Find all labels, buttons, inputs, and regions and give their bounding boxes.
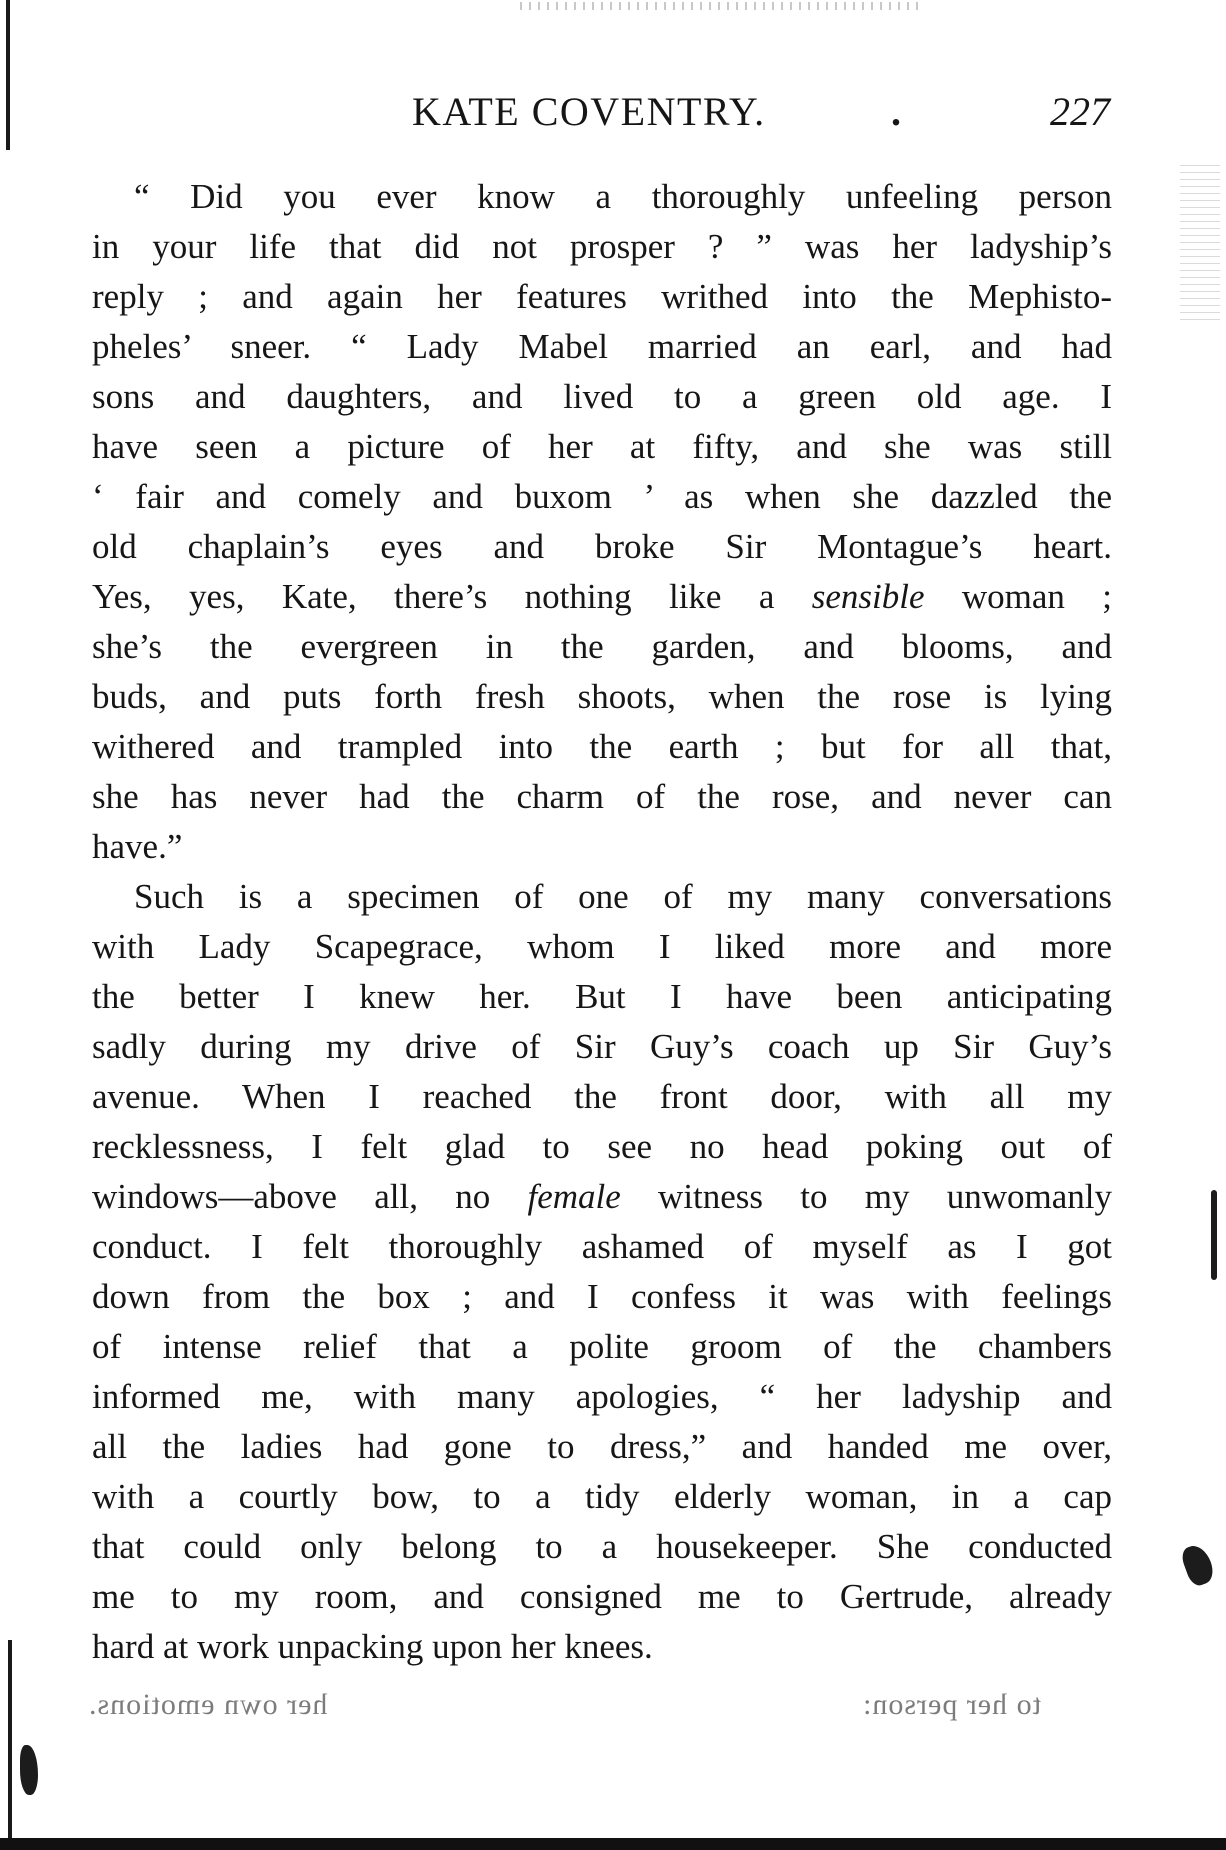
text-line: reply ; and again her features writhed into the Mephisto- xyxy=(92,277,1112,316)
scan-edge-bottom xyxy=(0,1838,1226,1850)
text-line xyxy=(92,572,1112,622)
text-line: sadly during my drive of Sir Guy’s coach up Sir Guy’s xyxy=(92,1027,1112,1066)
text-line: sons and daughters, and lived to a green old age. I xyxy=(92,377,1112,416)
text-line: withered and trampled into the earth ; but for all that, xyxy=(92,727,1112,766)
text-segment: woman ; xyxy=(961,577,1113,616)
text-segment: witness to my unwomanly xyxy=(658,1177,1113,1216)
scan-edge-left-bottom xyxy=(8,1640,12,1850)
text-line: with Lady Scapegrace, whom I liked more and more xyxy=(92,927,1112,966)
ink-blot-right xyxy=(1179,1542,1217,1588)
running-head-dot: . xyxy=(891,89,901,134)
text-line: of intense relief that a polite groom of the chambers xyxy=(92,1327,1112,1366)
running-title: KATE COVENTRY. xyxy=(412,89,766,134)
text-line: have.” xyxy=(92,827,183,866)
text-line: recklessness, I felt glad to see no head poking out of xyxy=(92,1127,1112,1166)
text-line: avenue. When I reached the front door, with all my xyxy=(92,1077,1112,1116)
text-line: the better I knew her. But I have been anticipating xyxy=(92,977,1112,1016)
scan-speckle-top xyxy=(520,2,920,10)
text-line: with a courtly bow, to a tidy elderly woman, in a cap xyxy=(92,1477,1112,1516)
italic-word: female xyxy=(527,1177,621,1216)
text-line: ‘ fair and comely and buxom ’ as when she dazzled the xyxy=(92,477,1112,516)
text-line xyxy=(92,1172,1112,1222)
text-line: pheles’ sneer. “ Lady Mabel married an earl, and had xyxy=(92,327,1112,366)
scan-speckle-right xyxy=(1180,160,1220,320)
scan-mark-right xyxy=(1211,1190,1217,1280)
page-number: 227 xyxy=(1050,89,1110,134)
italic-word: sensible xyxy=(811,577,925,616)
text-line: down from the box ; and I confess it was with feelings xyxy=(92,1277,1112,1316)
text-line: in your life that did not prosper ? ” was her ladyship’s xyxy=(92,227,1112,266)
text-line: informed me, with many apologies, “ her ladyship and xyxy=(92,1377,1112,1416)
text-line: me to my room, and consigned me to Gertrude, already xyxy=(92,1577,1112,1616)
running-head xyxy=(0,88,1226,148)
text-line: she’s the evergreen in the garden, and blooms, and xyxy=(92,627,1112,666)
text-segment: windows—above all, no xyxy=(92,1177,491,1216)
text-line: conduct. I felt thoroughly ashamed of myself as I got xyxy=(92,1227,1112,1266)
text-line: all the ladies had gone to dress,” and handed me over, xyxy=(92,1427,1112,1466)
ink-blot-left xyxy=(20,1745,38,1795)
text-line: have seen a picture of her at fifty, and she was still xyxy=(92,427,1112,466)
bleed-through-left: her own emotions. xyxy=(88,1688,328,1721)
text-line: that could only belong to a housekeeper. She conducted xyxy=(92,1527,1112,1566)
text-line: “ Did you ever know a thoroughly unfeeling person xyxy=(134,177,1112,216)
text-segment: Yes, yes, Kate, there’s nothing like a xyxy=(92,577,775,616)
text-line: she has never had the charm of the rose, and never can xyxy=(92,777,1112,816)
body-text xyxy=(92,172,1112,1672)
text-line: hard at work unpacking upon her knees. xyxy=(92,1627,653,1666)
text-line: Such is a specimen of one of my many conversations xyxy=(134,877,1112,916)
text-line: buds, and puts forth fresh shoots, when the rose is lying xyxy=(92,677,1112,716)
text-line: old chaplain’s eyes and broke Sir Montague’s heart. xyxy=(92,527,1112,566)
bleed-through-right: to her person: xyxy=(862,1688,1041,1721)
